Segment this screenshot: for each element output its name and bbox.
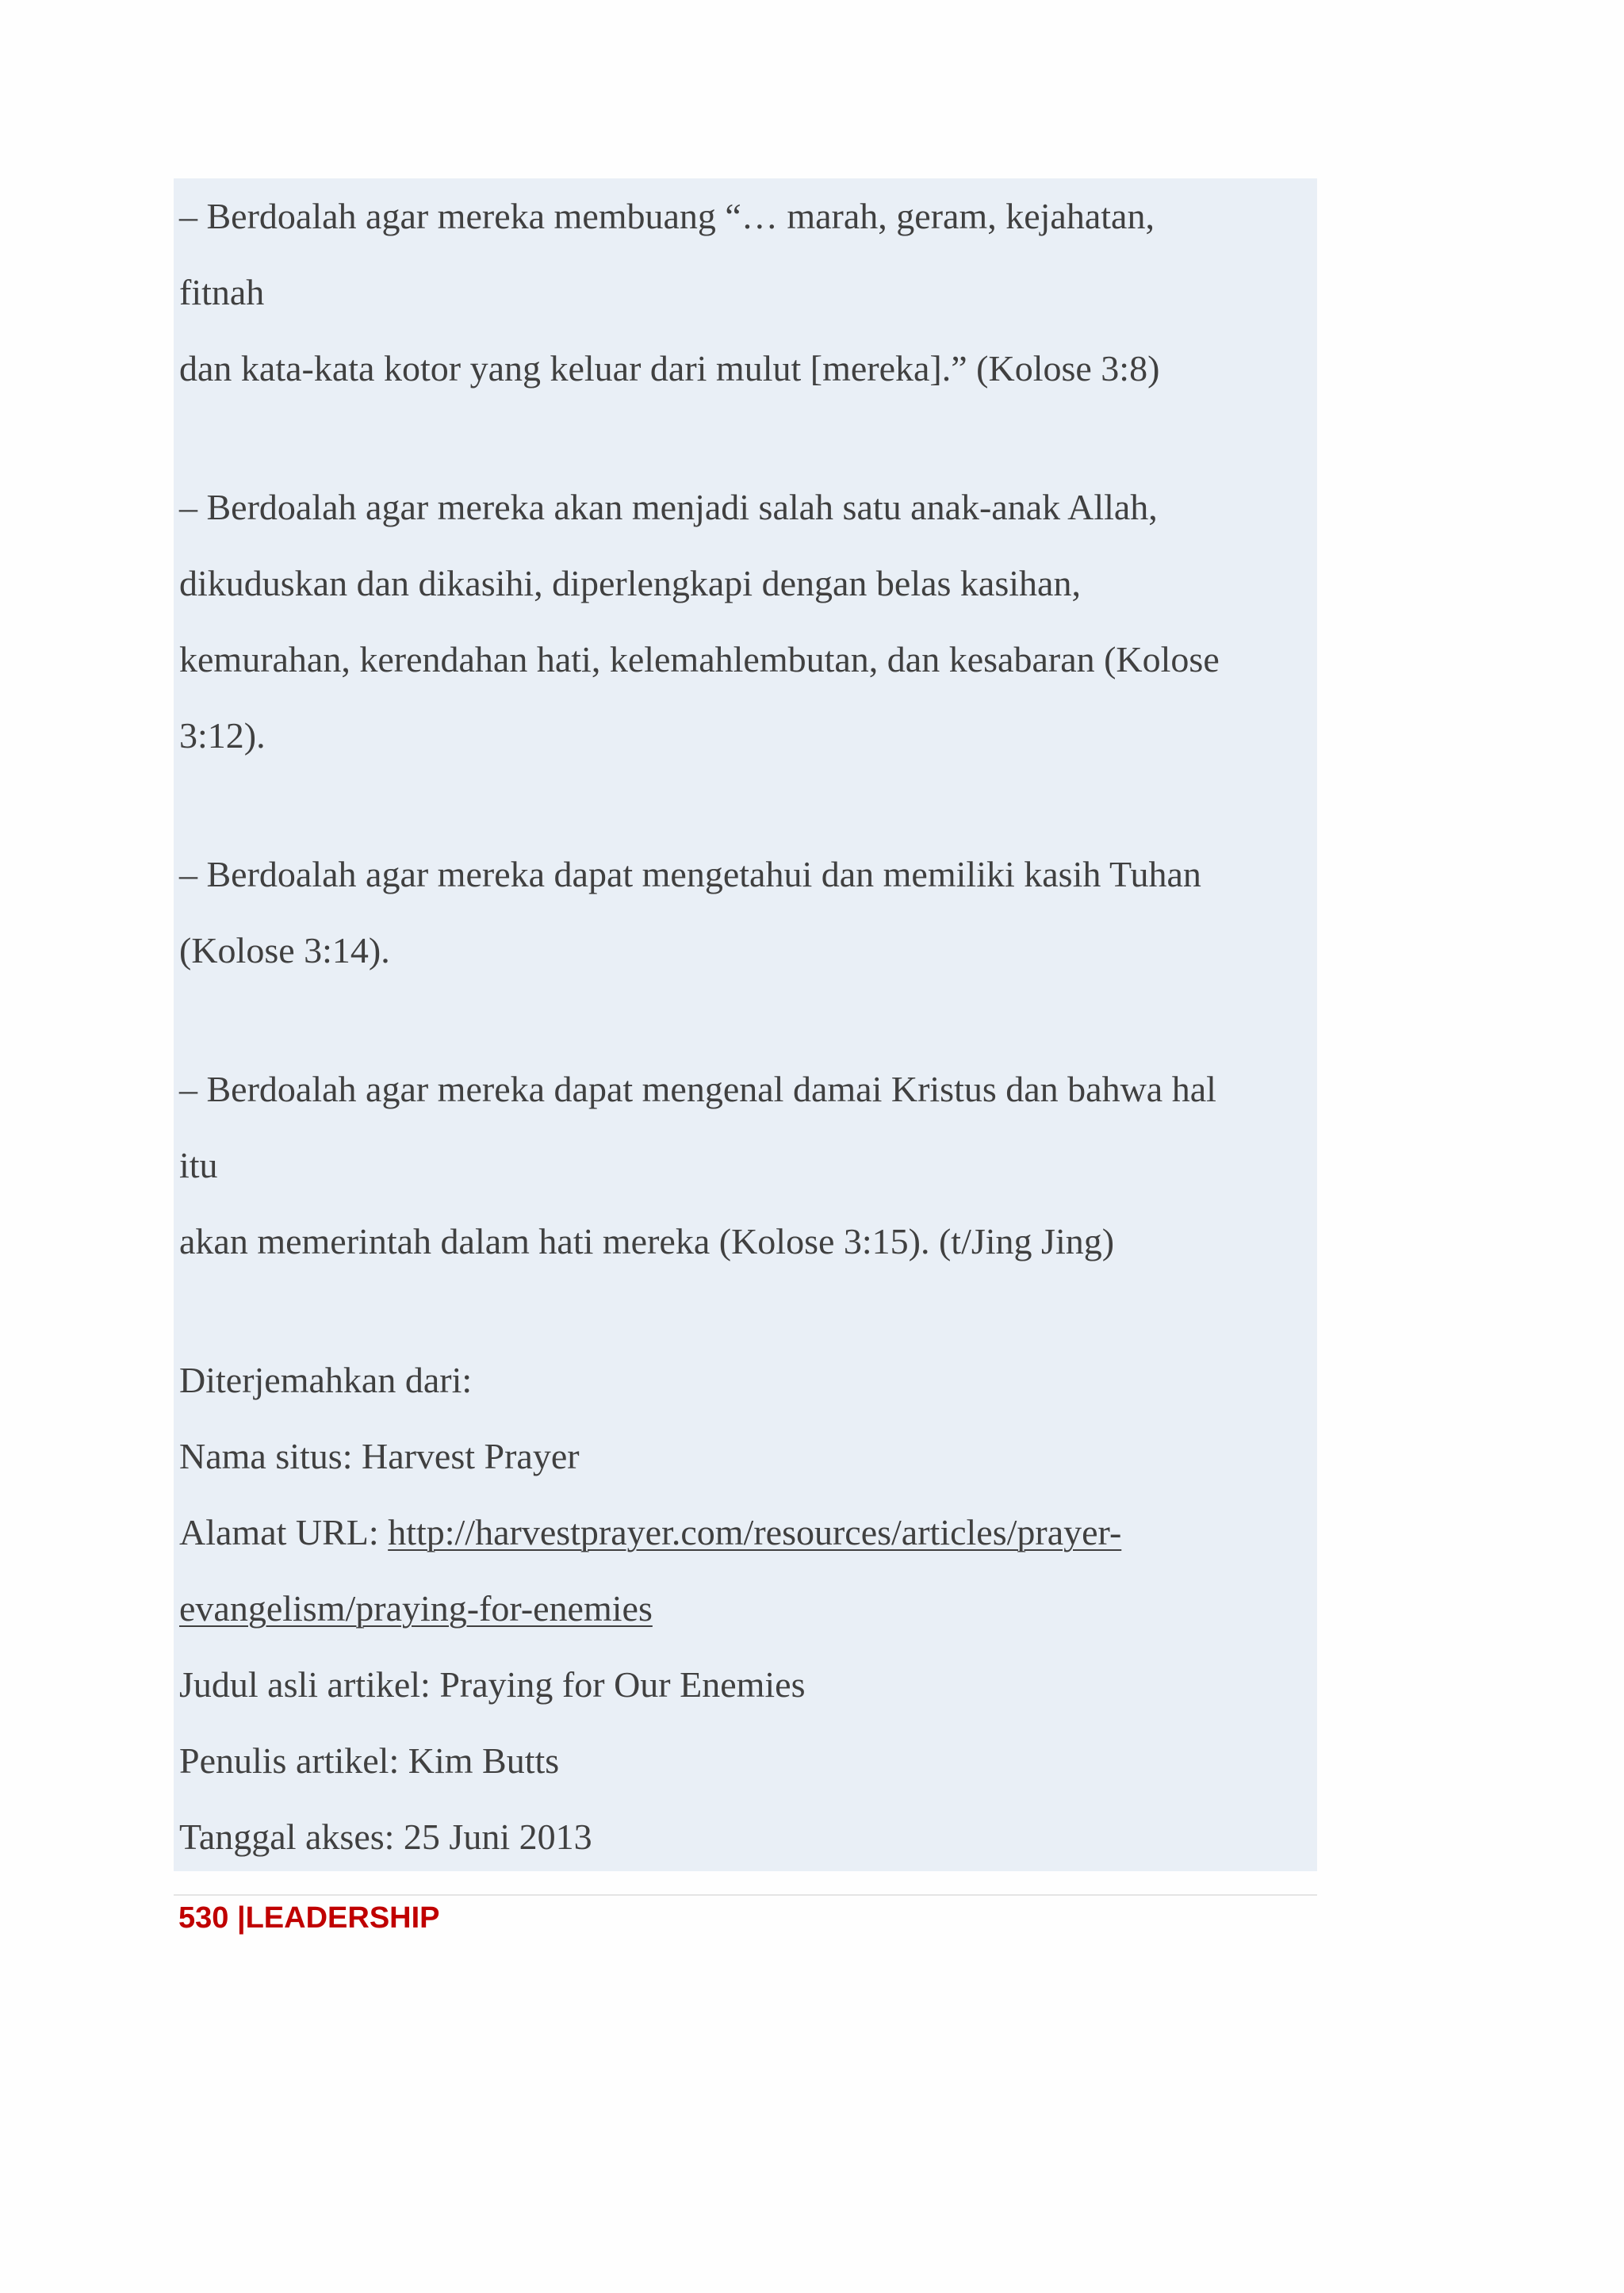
paragraph-gap [179, 407, 1317, 469]
source-title: Judul asli artikel: Praying for Our Enemies [179, 1664, 806, 1705]
article-body [174, 178, 1317, 1875]
page-footer: 530 |LEADERSHIP [178, 1901, 440, 1935]
source-url-label: Alamat URL: [179, 1512, 389, 1552]
paragraph-1 [179, 178, 1317, 407]
paragraph-gap [179, 774, 1317, 836]
source-block [179, 1342, 1317, 1875]
text-line: – Berdoalah agar mereka akan menjadi salah satu anak-anak Allah, [179, 487, 1158, 527]
text-line: – Berdoalah agar mereka membuang “… marah, geram, kejahatan, [179, 196, 1155, 236]
text-line: dikuduskan dan dikasihi, diperlengkapi dengan belas kasihan, [179, 563, 1081, 603]
paragraph-gap [179, 989, 1317, 1051]
paragraph-4 [179, 1051, 1317, 1280]
text-line: – Berdoalah agar mereka dapat mengenal damai Kristus dan bahwa hal [179, 1069, 1216, 1109]
source-url-link[interactable]: http://harvestprayer.com/resources/articles/prayer- [388, 1512, 1122, 1552]
text-line: 3:12). [179, 715, 266, 756]
source-site: Nama situs: Harvest Prayer [179, 1436, 580, 1476]
text-line: fitnah [179, 272, 265, 312]
text-line: – Berdoalah agar mereka dapat mengetahui dan memiliki kasih Tuhan [179, 854, 1201, 894]
source-url-link-continued[interactable]: evangelism/praying-for-enemies [179, 1588, 653, 1629]
text-line: akan memerintah dalam hati mereka (Kolose 3:15). (t/Jing Jing) [179, 1221, 1115, 1261]
source-url-line-2 [179, 1571, 1317, 1647]
source-date: Tanggal akses: 25 Juni 2013 [179, 1816, 592, 1857]
source-url-line [179, 1495, 1317, 1571]
content-panel [174, 178, 1317, 1871]
paragraph-3 [179, 836, 1317, 989]
source-heading: Diterjemahkan dari: [179, 1360, 473, 1400]
source-author: Penulis artikel: Kim Butts [179, 1740, 560, 1781]
text-line: dan kata-kata kotor yang keluar dari mulut [mereka].” (Kolose 3:8) [179, 348, 1160, 389]
text-line: (Kolose 3:14). [179, 930, 390, 970]
paragraph-2 [179, 469, 1317, 774]
text-line: kemurahan, kerendahan hati, kelemahlembutan, dan kesabaran (Kolose [179, 639, 1220, 679]
text-line: itu [179, 1145, 218, 1185]
paragraph-gap [179, 1280, 1317, 1342]
footer-divider [174, 1894, 1317, 1896]
